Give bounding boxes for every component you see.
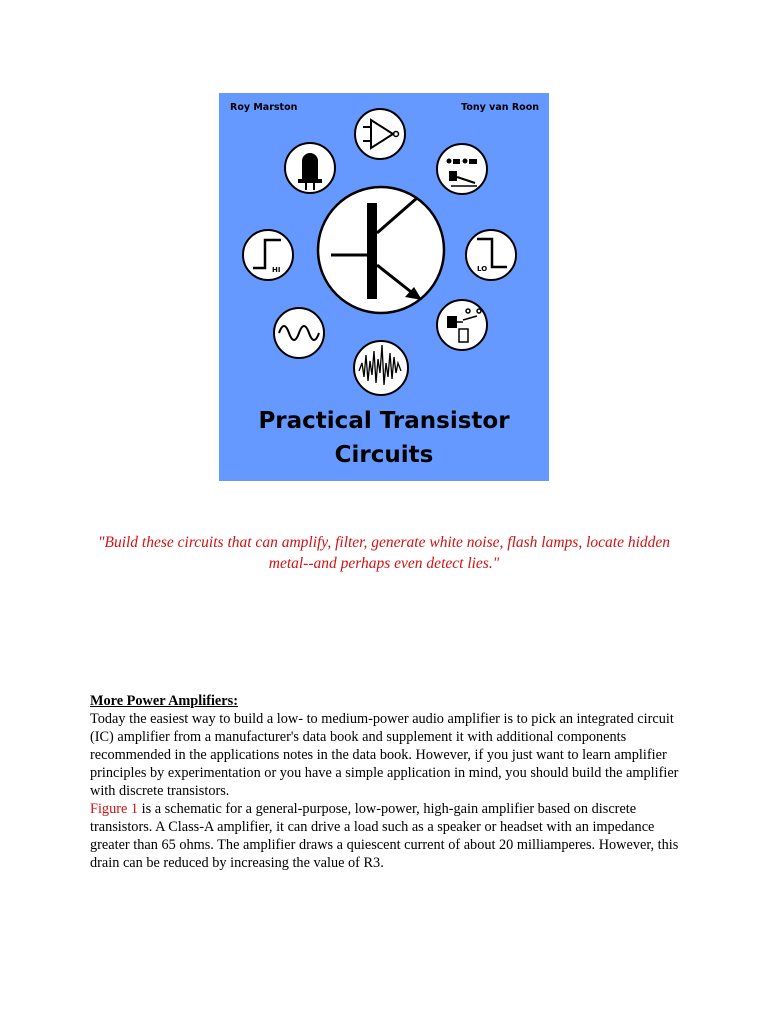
article-body [90,692,680,872]
paragraph-figure [90,800,680,872]
author-left: Roy Marston [230,102,298,113]
book-cover [219,93,549,481]
author-right: Tony van Roon [461,102,539,113]
paragraph-intro: Today the easiest way to build a low- to medium-power audio amplifier is to pick an integrated circuit (IC) amplifier from a manufacturer's data book and supplement it with additional components recommended in the applications notes in the data book. However, if you just want to learn amplifier principles by experimentation or you have a simple application in mind, you should build the amplifier with discrete transistors. [90,711,679,799]
white-noise-icon [354,341,408,395]
svg-text:LO: LO [477,265,488,273]
op-amp-icon [355,109,405,159]
low-step-icon [466,230,516,280]
section-heading: More Power Amplifiers: [90,693,238,709]
paragraph-figure-text: is a schematic for a general-purpose, low-power, high-gain amplifier based on discrete transistors. A Class-A amplifier, it can drive a load such as a speaker or headset with an impedance greater than 65 ohms. The amplifier draws a quiescent current of about 20 milliamperes. However, this drain can be reduced by increasing the value of R3. [90,801,679,871]
tagline-quote: "Build these circuits that can amplify, filter, generate white noise, flash lamps, locate hidden metal--and perhaps even detect lies." [97,534,671,572]
relay-circuit-icon [437,300,487,350]
cover-title-line2: Circuits [334,442,434,468]
figure-1-link[interactable]: Figure 1 [90,801,139,817]
switch-panel-icon [437,144,487,194]
led-lamp-icon [285,143,335,193]
high-step-icon [243,230,293,280]
cover-title-line1: Practical Transistor [258,408,510,434]
svg-text:HI: HI [272,266,281,274]
transistor-symbol-icon [318,187,444,313]
sine-wave-icon [274,308,324,358]
